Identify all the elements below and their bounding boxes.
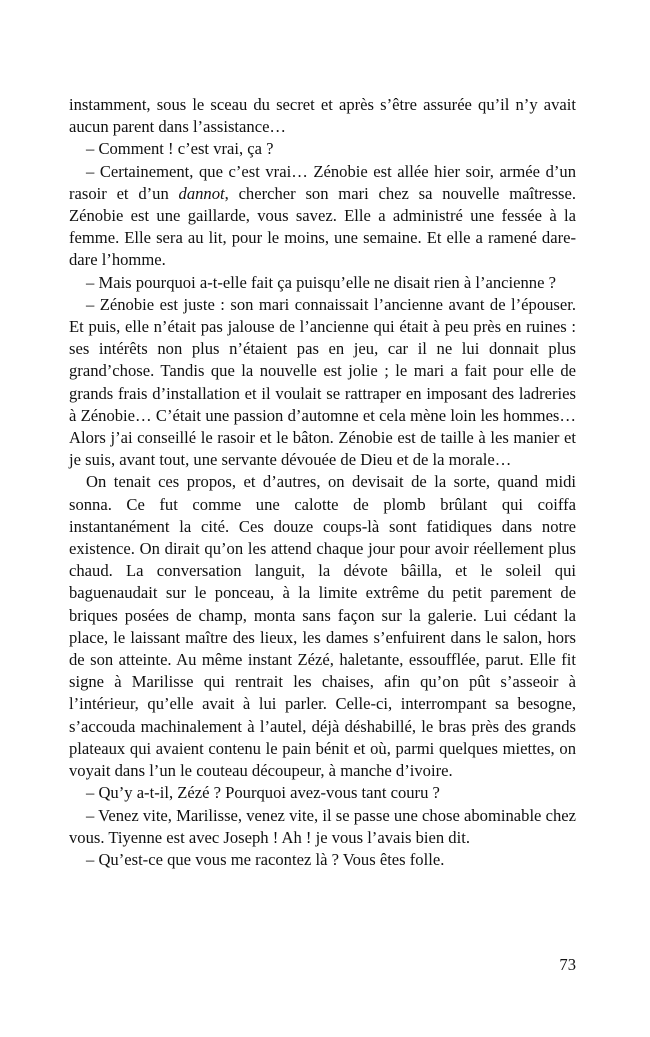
paragraph-text: – Venez vite, Marilisse, venez vite, il se passe une chose abominable chez vous. Tiyenne est avec Joseph ! Ah ! je vous l’avais bien dit. (69, 805, 576, 847)
dialogue-paragraph (69, 805, 576, 849)
page-body (69, 94, 576, 871)
paragraph-text: – Certainement, que c’est vrai… Zénobie est allée hier soir, armée d’un rasoir et d’un (69, 161, 576, 203)
paragraph-continuation (69, 94, 576, 138)
dialogue-paragraph (69, 782, 576, 804)
paragraph-text: – Qu’est-ce que vous me racontez là ? Vous êtes folle. (86, 849, 445, 869)
dialogue-paragraph (69, 272, 576, 294)
paragraph-text: , chercher son mari chez sa nouvelle maîtresse. Zénobie est une gaillarde, vous savez. Elle a administré une fessée à la femme. Elle sera au lit, pour le moins, une semaine. Et elle a ramené dare-dare l’homme. (69, 183, 576, 270)
paragraph-text: – Qu’y a-t-il, Zézé ? Pourquoi avez-vous tant couru ? (86, 783, 440, 803)
italic-word: dannot (178, 183, 225, 203)
paragraph-text: On tenait ces propos, et d’autres, on devisait de la sorte, quand midi sonna. Ce fut comme une calotte de plomb brûlant qui coiffa instantanément la cité. Ces douze coups-là sont fatidiques dans notre existence. On dirait qu’on les attend chaque jour pour avoir réellement plus chaud. La conversation languit, la dévote bâilla, et le soleil qui baguenaudait sur le ponceau, à la limite extrême du petit parement de briques posées de champ, monta sans façon sur la galerie. Lui cédant la place, le laissant maître des lieux, les dames s’enfuirent dans le salon, hors de son atteinte. Au même instant Zézé, haletante, essoufflée, parut. Elle fit signe à Marilisse qui rentrait les chaises, afin qu’on pût s’asseoir à l’intérieur, qu’elle avait à lui parler. Celle-ci, interrompant sa besogne, s’accouda machinalement à l’autel, déjà déshabillé, le bras près des grands plateaux qui avaient contenu le pain bénit et où, parmi quelques miettes, on voyait dans l’un le couteau découpeur, à manche d’ivoire. (69, 472, 576, 781)
dialogue-paragraph (69, 294, 576, 472)
paragraph-text: – Zénobie est juste : son mari connaissait l’ancienne avant de l’épouser. Et puis, elle n’était pas jalouse de l’ancienne qui était à peu près en ruines : ses intérêts non plus n’étaient pas en jeu, car il ne lui donnait plus grand’chose. Tandis que la nouvelle est jolie ; le mari a fait pour elle de grands frais d’installation et il voulait se rattraper en imposant des ladreries à Zénobie… C’était une passion d’automne et cela mène loin les hommes… Alors j’ai conseillé le rasoir et le bâton. Zénobie est de taille à les manier et je suis, avant tout, une servante dévouée de Dieu et de la morale… (69, 294, 576, 470)
paragraph-text: instamment, sous le sceau du secret et après s’être assurée qu’il n’y avait aucun parent dans l’assistance… (69, 95, 576, 137)
narrative-paragraph (69, 471, 576, 782)
dialogue-paragraph (69, 138, 576, 160)
page-number: 73 (559, 955, 576, 974)
dialogue-paragraph (69, 849, 576, 871)
paragraph-text: – Mais pourquoi a-t-elle fait ça puisqu’elle ne disait rien à l’ancienne ? (86, 272, 556, 292)
dialogue-paragraph (69, 161, 576, 272)
paragraph-text: – Comment ! c’est vrai, ça ? (86, 139, 274, 159)
